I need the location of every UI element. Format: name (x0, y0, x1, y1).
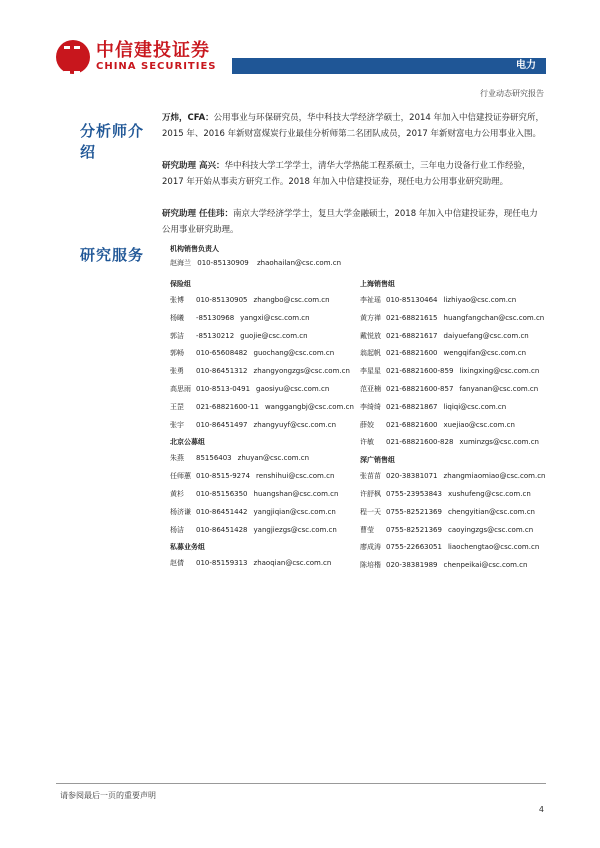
page-number: 4 (538, 805, 544, 814)
contact-row (360, 310, 550, 328)
contact-name: 黄杉 (170, 489, 184, 498)
contact-phone: 010-85130909 (197, 259, 249, 267)
contact-email: zhaohailan@csc.com.cn (256, 259, 342, 267)
contact-row (170, 522, 360, 540)
contact-phone: 0755-23953843 (386, 489, 442, 498)
contact-name: 戴悦放 (360, 331, 381, 340)
contact-phone: 010-8513-0491 (196, 384, 251, 393)
contact-email: zhuyan@csc.com.cn (237, 454, 310, 463)
contact-row (170, 328, 360, 346)
contact-phone: 85156403 (196, 454, 232, 463)
contact-row (170, 310, 360, 328)
contact-row (360, 345, 550, 363)
contact-row (360, 363, 550, 381)
contact-phone: 010-86451442 (196, 507, 248, 516)
contact-email: yangjiqian@csc.com.cn (253, 507, 336, 516)
contact-phone: 0755-82521369 (386, 507, 442, 516)
contact-row (360, 417, 550, 435)
contact-name: 范亚楠 (360, 384, 381, 393)
group-title: 私募业务组 (170, 543, 205, 552)
contact-name: 翁起帆 (360, 349, 381, 358)
contact-phone: 021-68821600-11 (196, 402, 259, 411)
contact-name: 许敏 (360, 438, 374, 447)
contact-email: chengyitian@csc.com.cn (447, 507, 535, 516)
contact-email: lizhiyao@csc.com.cn (443, 296, 517, 304)
contact-phone: 0755-82521369 (386, 525, 442, 534)
contact-email: chenpeikai@csc.com.cn (443, 561, 528, 570)
contact-name: 曹莹 (360, 525, 374, 534)
contact-row (170, 504, 360, 522)
contact-email: guochang@csc.com.cn (253, 349, 335, 358)
contact-row (170, 363, 360, 381)
contact-row (170, 345, 360, 363)
contact-name: 王罡 (170, 402, 184, 411)
contact-phone: 010-86451497 (196, 420, 248, 429)
contact-phone: 020-38381071 (386, 472, 438, 481)
contact-name: 郭畅 (170, 349, 184, 358)
contact-row (360, 504, 550, 522)
contact-name: 程一天 (360, 507, 381, 516)
contact-row (170, 555, 360, 573)
brand-name-en: CHINA SECURITIES (96, 61, 217, 72)
contact-phone: 021-68821600-857 (386, 384, 454, 393)
contact-email: liqiqi@csc.com.cn (443, 402, 507, 411)
contact-name: 薛姣 (360, 420, 374, 429)
contact-name: 杨济谦 (170, 507, 191, 516)
contact-name: 陈培楷 (360, 561, 381, 570)
group-title: 北京公募组 (170, 438, 205, 447)
contact-email: xuminzgs@csc.com.cn (459, 438, 539, 447)
sales-head-title: 机构销售负责人 (170, 245, 219, 253)
analyst-text: 公用事业与环保研究员，华中科技大学经济学硕士，2014 年加入中信建投证券研究所，2015 年、2016 年新财富煤炭行业最佳分析师第二名团队成员，2017 年新财富电力公用事业入围。 (162, 113, 544, 139)
contact-phone: 021-68821617 (386, 331, 438, 340)
contact-name: 杨曦 (170, 313, 184, 322)
contact-email: fanyanan@csc.com.cn (459, 384, 539, 393)
logo-icon (56, 40, 90, 74)
contact-row (170, 450, 360, 468)
contact-phone: 010-85156350 (196, 489, 248, 498)
contact-name: 赵倩 (170, 559, 184, 568)
contact-phone: 010-85130464 (386, 296, 438, 304)
contact-phone: -85130968 (196, 313, 235, 322)
group-title: 深广销售组 (360, 456, 395, 465)
contact-row (360, 522, 550, 540)
contact-row (170, 292, 360, 310)
analyst-text: 华中科技大学工学学士，清华大学热能工程系硕士，三年电力设备行业工作经验，2017 年开始从事卖方研究工作。2018 年加入中信建投证券，现任电力公用事业研究助理。 (162, 161, 531, 187)
contact-email: zhangyongzgs@csc.com.cn (253, 367, 350, 376)
contact-email: zhangbo@csc.com.cn (253, 296, 330, 304)
contact-row (170, 381, 360, 399)
contact-name: 张勇 (170, 367, 184, 376)
contact-directory (170, 242, 550, 575)
sales-head-contact (170, 256, 550, 270)
contact-email: yangxi@csc.com.cn (240, 313, 310, 322)
contact-email: huangshan@csc.com.cn (253, 489, 339, 498)
contact-row (360, 381, 550, 399)
contact-row (170, 468, 360, 486)
contact-email: daiyuefang@csc.com.cn (443, 331, 529, 340)
contact-phone: 010-85159313 (196, 559, 248, 568)
contact-column-right (360, 276, 550, 575)
contact-name: 张宇 (170, 420, 184, 429)
contact-name: 赵海兰 (170, 259, 191, 267)
contact-phone: 021-68821600 (386, 349, 438, 358)
group-title: 保险组 (170, 280, 191, 288)
contact-row (360, 539, 550, 557)
contact-email: caoyingzgs@csc.com.cn (447, 525, 534, 534)
contact-row (360, 328, 550, 346)
contact-name: 廖成涛 (360, 543, 381, 552)
contact-email: yangjiezgs@csc.com.cn (253, 525, 337, 534)
footer-disclaimer: 请参阅最后一页的重要声明 (60, 791, 156, 800)
contact-email: lixingxing@csc.com.cn (459, 367, 540, 376)
contact-row (170, 399, 360, 417)
contact-row (360, 486, 550, 504)
contact-column-left (170, 276, 360, 575)
contact-email: liaochengtao@csc.com.cn (447, 543, 540, 552)
contact-phone: 021-68821867 (386, 402, 438, 411)
contact-phone: 010-8515-9274 (196, 472, 251, 481)
contact-row (360, 468, 550, 486)
analyst-name: 万炜，CFA： (162, 113, 214, 123)
analyst-bio (162, 206, 546, 238)
contact-email: xushufeng@csc.com.cn (447, 489, 531, 498)
contact-email: gaosiyu@csc.com.cn (256, 384, 330, 393)
contact-row (360, 292, 550, 310)
brand-name-cn: 中信建投证券 (96, 40, 210, 61)
contact-email: zhangyuyf@csc.com.cn (253, 420, 337, 429)
contact-email: wengqifan@csc.com.cn (443, 349, 527, 358)
contact-email: zhangmiaomiao@csc.com.cn (443, 472, 546, 481)
contact-row (170, 486, 360, 504)
report-type: 行业动态研究报告 (480, 89, 544, 98)
contact-phone: 010-65608482 (196, 349, 248, 358)
contact-phone: 010-86451312 (196, 367, 248, 376)
contact-name: 张苗苗 (360, 472, 381, 481)
contact-row (360, 557, 550, 575)
analyst-section-title: 分析师介绍 (80, 122, 145, 161)
contact-email: renshihui@csc.com.cn (256, 472, 335, 481)
contact-name: 张博 (170, 296, 184, 304)
contact-phone: 020-38381989 (386, 561, 438, 570)
contact-email: guojie@csc.com.cn (240, 331, 308, 340)
footer-divider (56, 783, 546, 784)
sector-bar: 电力 (232, 58, 546, 74)
contact-row (360, 434, 550, 452)
contact-phone: -85130212 (196, 331, 235, 340)
group-title: 上海销售组 (360, 280, 395, 288)
contact-name: 杨洁 (170, 525, 184, 534)
contact-name: 高思雨 (170, 384, 191, 393)
contact-name: 郭洁 (170, 331, 184, 340)
brand-logo (56, 40, 217, 74)
contact-name: 李祉瑶 (360, 296, 381, 304)
contact-name: 朱燕 (170, 454, 184, 463)
contact-phone: 021-68821615 (386, 313, 438, 322)
contact-name: 许舒枫 (360, 489, 381, 498)
analyst-name: 研究助理 高兴： (162, 161, 225, 171)
contact-name: 黄方禅 (360, 313, 381, 322)
analyst-bio (162, 158, 546, 190)
analyst-bio (162, 110, 546, 142)
analyst-text: 南京大学经济学学士，复旦大学金融硕士，2018 年加入中信建投证券，现任电力公用事业研究助理。 (162, 209, 538, 235)
contact-phone: 021-68821600-828 (386, 438, 454, 447)
service-section-title: 研究服务 (80, 246, 145, 264)
contact-name: 李绮绮 (360, 402, 381, 411)
contact-name: 李星星 (360, 367, 381, 376)
contact-phone: 021-68821600-859 (386, 367, 454, 376)
contact-phone: 0755-22663051 (386, 543, 442, 552)
contact-email: zhaoqian@csc.com.cn (253, 559, 332, 568)
contact-phone: 021-68821600 (386, 420, 438, 429)
contact-phone: 010-86451428 (196, 525, 248, 534)
contact-name: 任师蕙 (170, 472, 191, 481)
contact-row (170, 417, 360, 435)
analyst-name: 研究助理 任佳玮： (162, 209, 233, 219)
contact-email: xuejiao@csc.com.cn (443, 420, 515, 429)
contact-row (360, 399, 550, 417)
contact-email: huangfangchan@csc.com.cn (443, 313, 545, 322)
contact-phone: 010-85130905 (196, 296, 248, 304)
contact-email: wanggangbj@csc.com.cn (264, 402, 354, 411)
